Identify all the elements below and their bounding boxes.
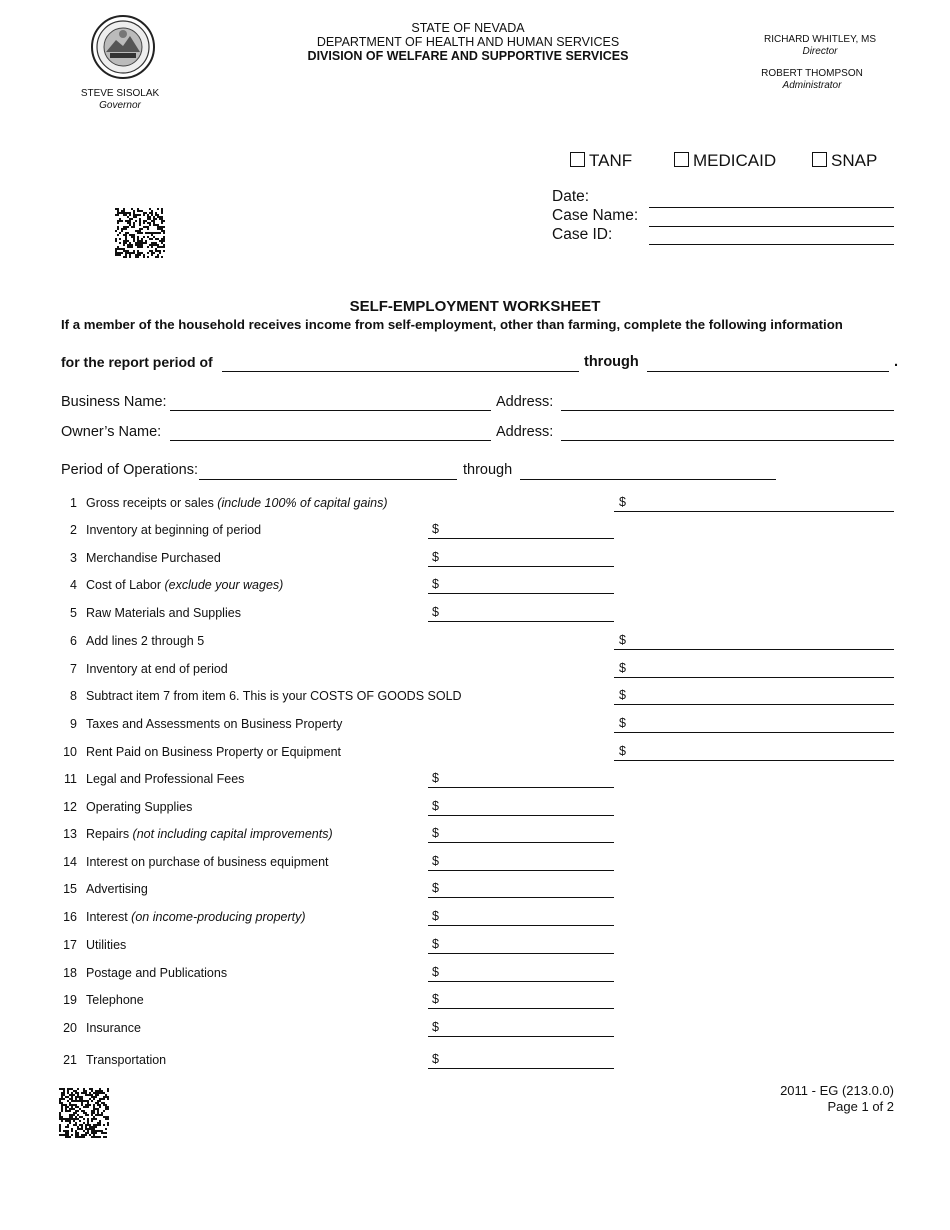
dollar-sign: $ [432, 909, 439, 923]
business-name-field[interactable] [170, 410, 491, 411]
operations-through-label: through [463, 462, 513, 478]
row-label [86, 634, 204, 648]
checkbox-box[interactable] [570, 152, 585, 167]
state-seal [90, 14, 156, 80]
row-text: Gross receipts or sales [86, 496, 218, 510]
row-label [86, 882, 148, 896]
row-label [86, 966, 227, 980]
program-label: TANF [589, 151, 633, 170]
governor-name: STEVE SISOLAK [80, 88, 160, 99]
dollar-sign: $ [432, 881, 439, 895]
amount-field[interactable] [428, 593, 614, 594]
report-period-label: for the report period of [61, 354, 213, 370]
dollar-sign: $ [432, 1020, 439, 1034]
amount-field[interactable] [428, 815, 614, 816]
report-period-start-field[interactable] [222, 371, 579, 372]
operations-end-field[interactable] [520, 479, 776, 480]
dollar-sign: $ [432, 937, 439, 951]
amount-field[interactable] [614, 704, 894, 705]
dollar-sign: $ [619, 744, 626, 758]
amount-field[interactable] [428, 538, 614, 539]
row-label [86, 745, 341, 759]
row-label [86, 578, 283, 592]
owner-address-field[interactable] [561, 440, 894, 441]
row-label [86, 993, 144, 1007]
row-label [86, 800, 192, 814]
amount-field[interactable] [428, 925, 614, 926]
row-label [86, 910, 306, 924]
row-number: 10 [63, 745, 77, 759]
dollar-sign: $ [432, 605, 439, 619]
state-name: STATE OF NEVADA [411, 21, 525, 35]
row-number: 2 [70, 523, 77, 537]
row-text: Inventory at beginning of period [86, 523, 262, 537]
amount-field[interactable] [614, 677, 894, 678]
row-text: Interest [86, 910, 132, 924]
row-label [86, 1021, 141, 1035]
row-number: 21 [63, 1053, 77, 1067]
row-number: 17 [63, 938, 77, 952]
dollar-sign: $ [432, 1052, 439, 1066]
amount-field[interactable] [428, 566, 614, 567]
row-label [86, 827, 333, 841]
row-label [86, 689, 462, 703]
qr-code-bottom [59, 1088, 109, 1138]
form-id: 2011 - EG (213.0.0) [780, 1083, 894, 1098]
row-number: 12 [63, 800, 77, 814]
row-number: 13 [63, 827, 77, 841]
checkbox-box[interactable] [674, 152, 689, 167]
page-subtitle: If a member of the household receives income from self-employment, other than farming, complete the following information [61, 317, 843, 332]
amount-field[interactable] [428, 842, 614, 843]
row-note: (on income-producing property) [131, 910, 306, 924]
row-text: Insurance [86, 1021, 141, 1035]
business-address-field[interactable] [561, 410, 894, 411]
row-number: 19 [63, 993, 77, 1007]
operations-start-field[interactable] [199, 479, 457, 480]
amount-field[interactable] [428, 981, 614, 982]
row-label [86, 662, 228, 676]
checkbox-medicaid[interactable] [674, 151, 776, 171]
row-text: Repairs [86, 827, 133, 841]
dollar-sign: $ [432, 965, 439, 979]
row-number: 18 [63, 966, 77, 980]
dollar-sign: $ [432, 771, 439, 785]
row-number: 16 [63, 910, 77, 924]
amount-field[interactable] [428, 953, 614, 954]
amount-field[interactable] [428, 870, 614, 871]
dollar-sign: $ [619, 661, 626, 675]
row-text: Telephone [86, 993, 144, 1007]
row-text: Rent Paid on Business Property or Equipment [86, 745, 341, 759]
division-name: DIVISION OF WELFARE AND SUPPORTIVE SERVICES [307, 49, 629, 63]
owner-address-label: Address: [496, 424, 554, 440]
dollar-sign: $ [432, 550, 439, 564]
row-text: Utilities [86, 938, 127, 952]
dollar-sign: $ [619, 495, 626, 509]
dollar-sign: $ [619, 716, 626, 730]
row-label [86, 938, 126, 952]
governor-title: Governor [99, 100, 141, 111]
row-text: Merchandise Purchased [86, 551, 221, 565]
row-label [86, 496, 388, 510]
row-text: Taxes and Assessments on Business Property [86, 717, 343, 731]
row-text: Advertising [86, 882, 148, 896]
row-text: Add lines 2 through 5 [86, 634, 205, 648]
page-number: Page 1 of 2 [827, 1099, 894, 1114]
row-number: 1 [70, 496, 77, 510]
row-label [86, 551, 221, 565]
program-label: SNAP [831, 151, 878, 170]
row-label [86, 606, 241, 620]
qr-code-top [115, 208, 165, 258]
row-text: Transportation [86, 1053, 167, 1067]
page-title: SELF-EMPLOYMENT WORKSHEET [349, 298, 601, 315]
dollar-sign: $ [432, 826, 439, 840]
row-text: Legal and Professional Fees [86, 772, 245, 786]
checkbox-tanf[interactable] [570, 151, 632, 171]
amount-field[interactable] [428, 1036, 614, 1037]
administrator-title: Administrator [782, 80, 842, 91]
row-number: 20 [63, 1021, 77, 1035]
period-of-operations-label: Period of Operations: [61, 462, 199, 478]
date-field[interactable] [649, 207, 894, 208]
dollar-sign: $ [432, 992, 439, 1006]
dollar-sign: $ [432, 799, 439, 813]
dollar-sign: $ [619, 688, 626, 702]
row-number: 3 [70, 551, 77, 565]
row-label [86, 523, 261, 537]
owner-name-field[interactable] [170, 440, 491, 441]
case-name-field[interactable] [649, 226, 894, 227]
department-name: DEPARTMENT OF HEALTH AND HUMAN SERVICES [316, 35, 620, 49]
case-name-label: Case Name: [552, 207, 639, 224]
amount-field[interactable] [614, 649, 894, 650]
dollar-sign: $ [432, 854, 439, 868]
row-label [86, 1053, 166, 1067]
report-period-end-field[interactable] [647, 371, 889, 372]
row-number: 6 [70, 634, 77, 648]
row-text: Raw Materials and Supplies [86, 606, 241, 620]
row-label [86, 772, 244, 786]
row-text: Postage and Publications [86, 966, 228, 980]
row-number: 5 [70, 606, 77, 620]
row-number: 11 [64, 772, 77, 786]
report-period-through: through [584, 354, 639, 370]
program-label: MEDICAID [693, 151, 777, 170]
row-note: (include 100% of capital gains) [217, 496, 388, 510]
period-end-dot: . [894, 354, 899, 370]
row-text: Interest on purchase of business equipment [86, 855, 329, 869]
row-number: 9 [70, 717, 77, 731]
checkbox-snap[interactable] [812, 151, 877, 171]
row-text: Subtract item 7 from item 6. This is your COSTS OF GOODS SOLD [86, 689, 462, 703]
business-name-label: Business Name: [61, 394, 167, 410]
dollar-sign: $ [619, 633, 626, 647]
row-text: Inventory at end of period [86, 662, 228, 676]
amount-field[interactable] [428, 1008, 614, 1009]
row-number: 4 [70, 578, 77, 592]
row-number: 8 [70, 689, 77, 703]
checkbox-box[interactable] [812, 152, 827, 167]
owner-name-label: Owner’s Name: [61, 424, 162, 440]
row-label [86, 855, 329, 869]
administrator-name: ROBERT THOMPSON [761, 68, 863, 79]
dollar-sign: $ [432, 522, 439, 536]
director-name: RICHARD WHITLEY, MS [763, 34, 877, 45]
row-label [86, 717, 342, 731]
case-id-field[interactable] [649, 244, 894, 245]
row-text: Cost of Labor [86, 578, 165, 592]
row-note: (not including capital improvements) [132, 827, 333, 841]
amount-field[interactable] [428, 1068, 614, 1069]
amount-field[interactable] [428, 897, 614, 898]
amount-field[interactable] [614, 760, 894, 761]
amount-field[interactable] [614, 511, 894, 512]
row-number: 7 [70, 662, 77, 676]
date-label: Date: [552, 188, 590, 205]
case-id-label: Case ID: [552, 226, 613, 243]
business-address-label: Address: [496, 394, 554, 410]
row-text: Operating Supplies [86, 800, 193, 814]
row-number: 15 [63, 882, 77, 896]
row-number: 14 [63, 855, 77, 869]
director-title: Director [802, 46, 838, 57]
dollar-sign: $ [432, 577, 439, 591]
amount-field[interactable] [428, 621, 614, 622]
amount-field[interactable] [614, 732, 894, 733]
row-note: (exclude your wages) [164, 578, 284, 592]
amount-field[interactable] [428, 787, 614, 788]
